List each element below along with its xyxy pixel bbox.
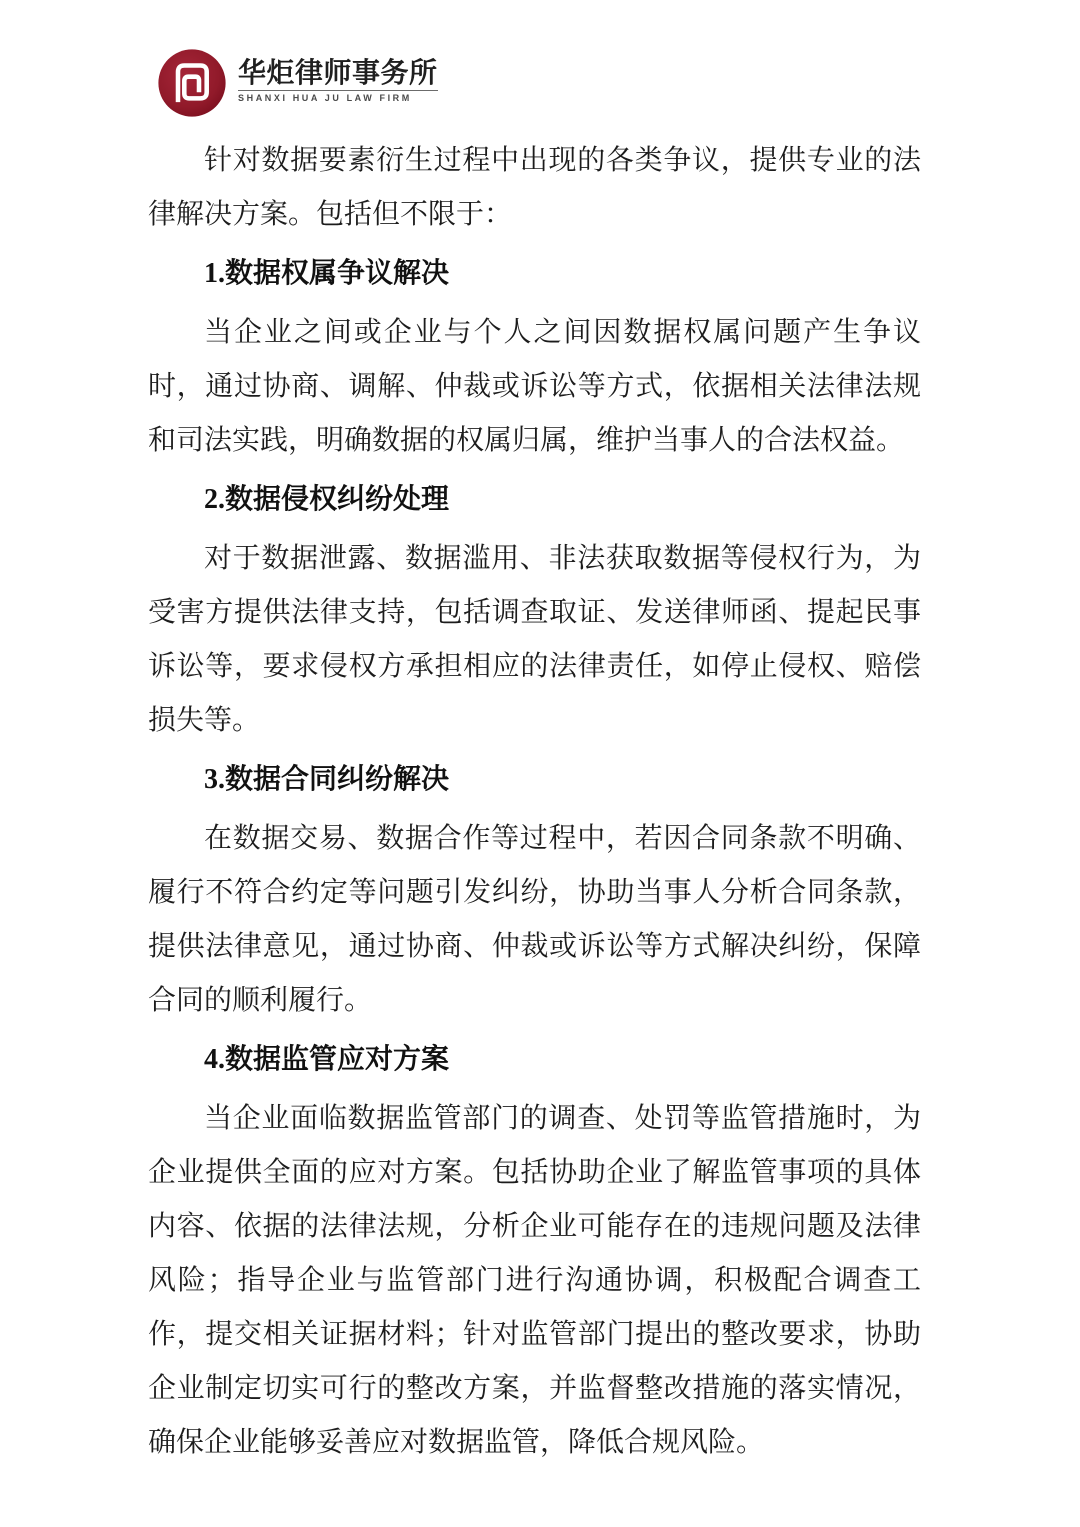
- firm-name-english: SHANXI HUA JU LAW FIRM: [238, 90, 438, 103]
- section-1-heading: 1.数据权属争议解决: [204, 258, 450, 289]
- firm-logo-icon: [157, 48, 227, 118]
- intro-paragraph: 针对数据要素衍生过程中出现的各类争议，提供专业的法律解决方案。包括但不限于：: [148, 145, 921, 230]
- firm-name-block: [238, 48, 438, 103]
- section-4-heading: 4.数据监管应对方案: [204, 1044, 450, 1075]
- section-4-body: 当企业面临数据监管部门的调查、处罚等监管措施时，为企业提供全面的应对方案。包括协助企业了解监管事项的具体内容、依据的法律法规，分析企业可能存在的违规问题及法律风险；指导企业与监管部门进行沟通协调，积极配合调查工作，提交相关证据材料；针对监管部门提出的整改要求，协助企业制定切实可行的整改方案，并监督整改措施的落实情况，确保企业能够妥善应对数据监管，降低合规风险。: [148, 1103, 921, 1458]
- section-2-heading: 2.数据侵权纠纷处理: [204, 484, 450, 515]
- firm-logo-header: [157, 48, 438, 118]
- document-content: [148, 134, 921, 1470]
- section-3-body: 在数据交易、数据合作等过程中，若因合同条款不明确、履行不符合约定等问题引发纠纷，协助当事人分析合同条款，提供法律意见，通过协商、仲裁或诉讼等方式解决纠纷，保障合同的顺利履行。: [148, 823, 921, 1016]
- section-2-body: 对于数据泄露、数据滥用、非法获取数据等侵权行为，为受害方提供法律支持，包括调查取证、发送律师函、提起民事诉讼等，要求侵权方承担相应的法律责任，如停止侵权、赔偿损失等。: [148, 543, 921, 736]
- firm-name-chinese: 华炬律师事务所: [238, 57, 438, 88]
- section-3-heading: 3.数据合同纠纷解决: [204, 764, 450, 795]
- section-1-body: 当企业之间或企业与个人之间因数据权属问题产生争议时，通过协商、调解、仲裁或诉讼等方式，依据相关法律法规和司法实践，明确数据的权属归属，维护当事人的合法权益。: [148, 317, 921, 456]
